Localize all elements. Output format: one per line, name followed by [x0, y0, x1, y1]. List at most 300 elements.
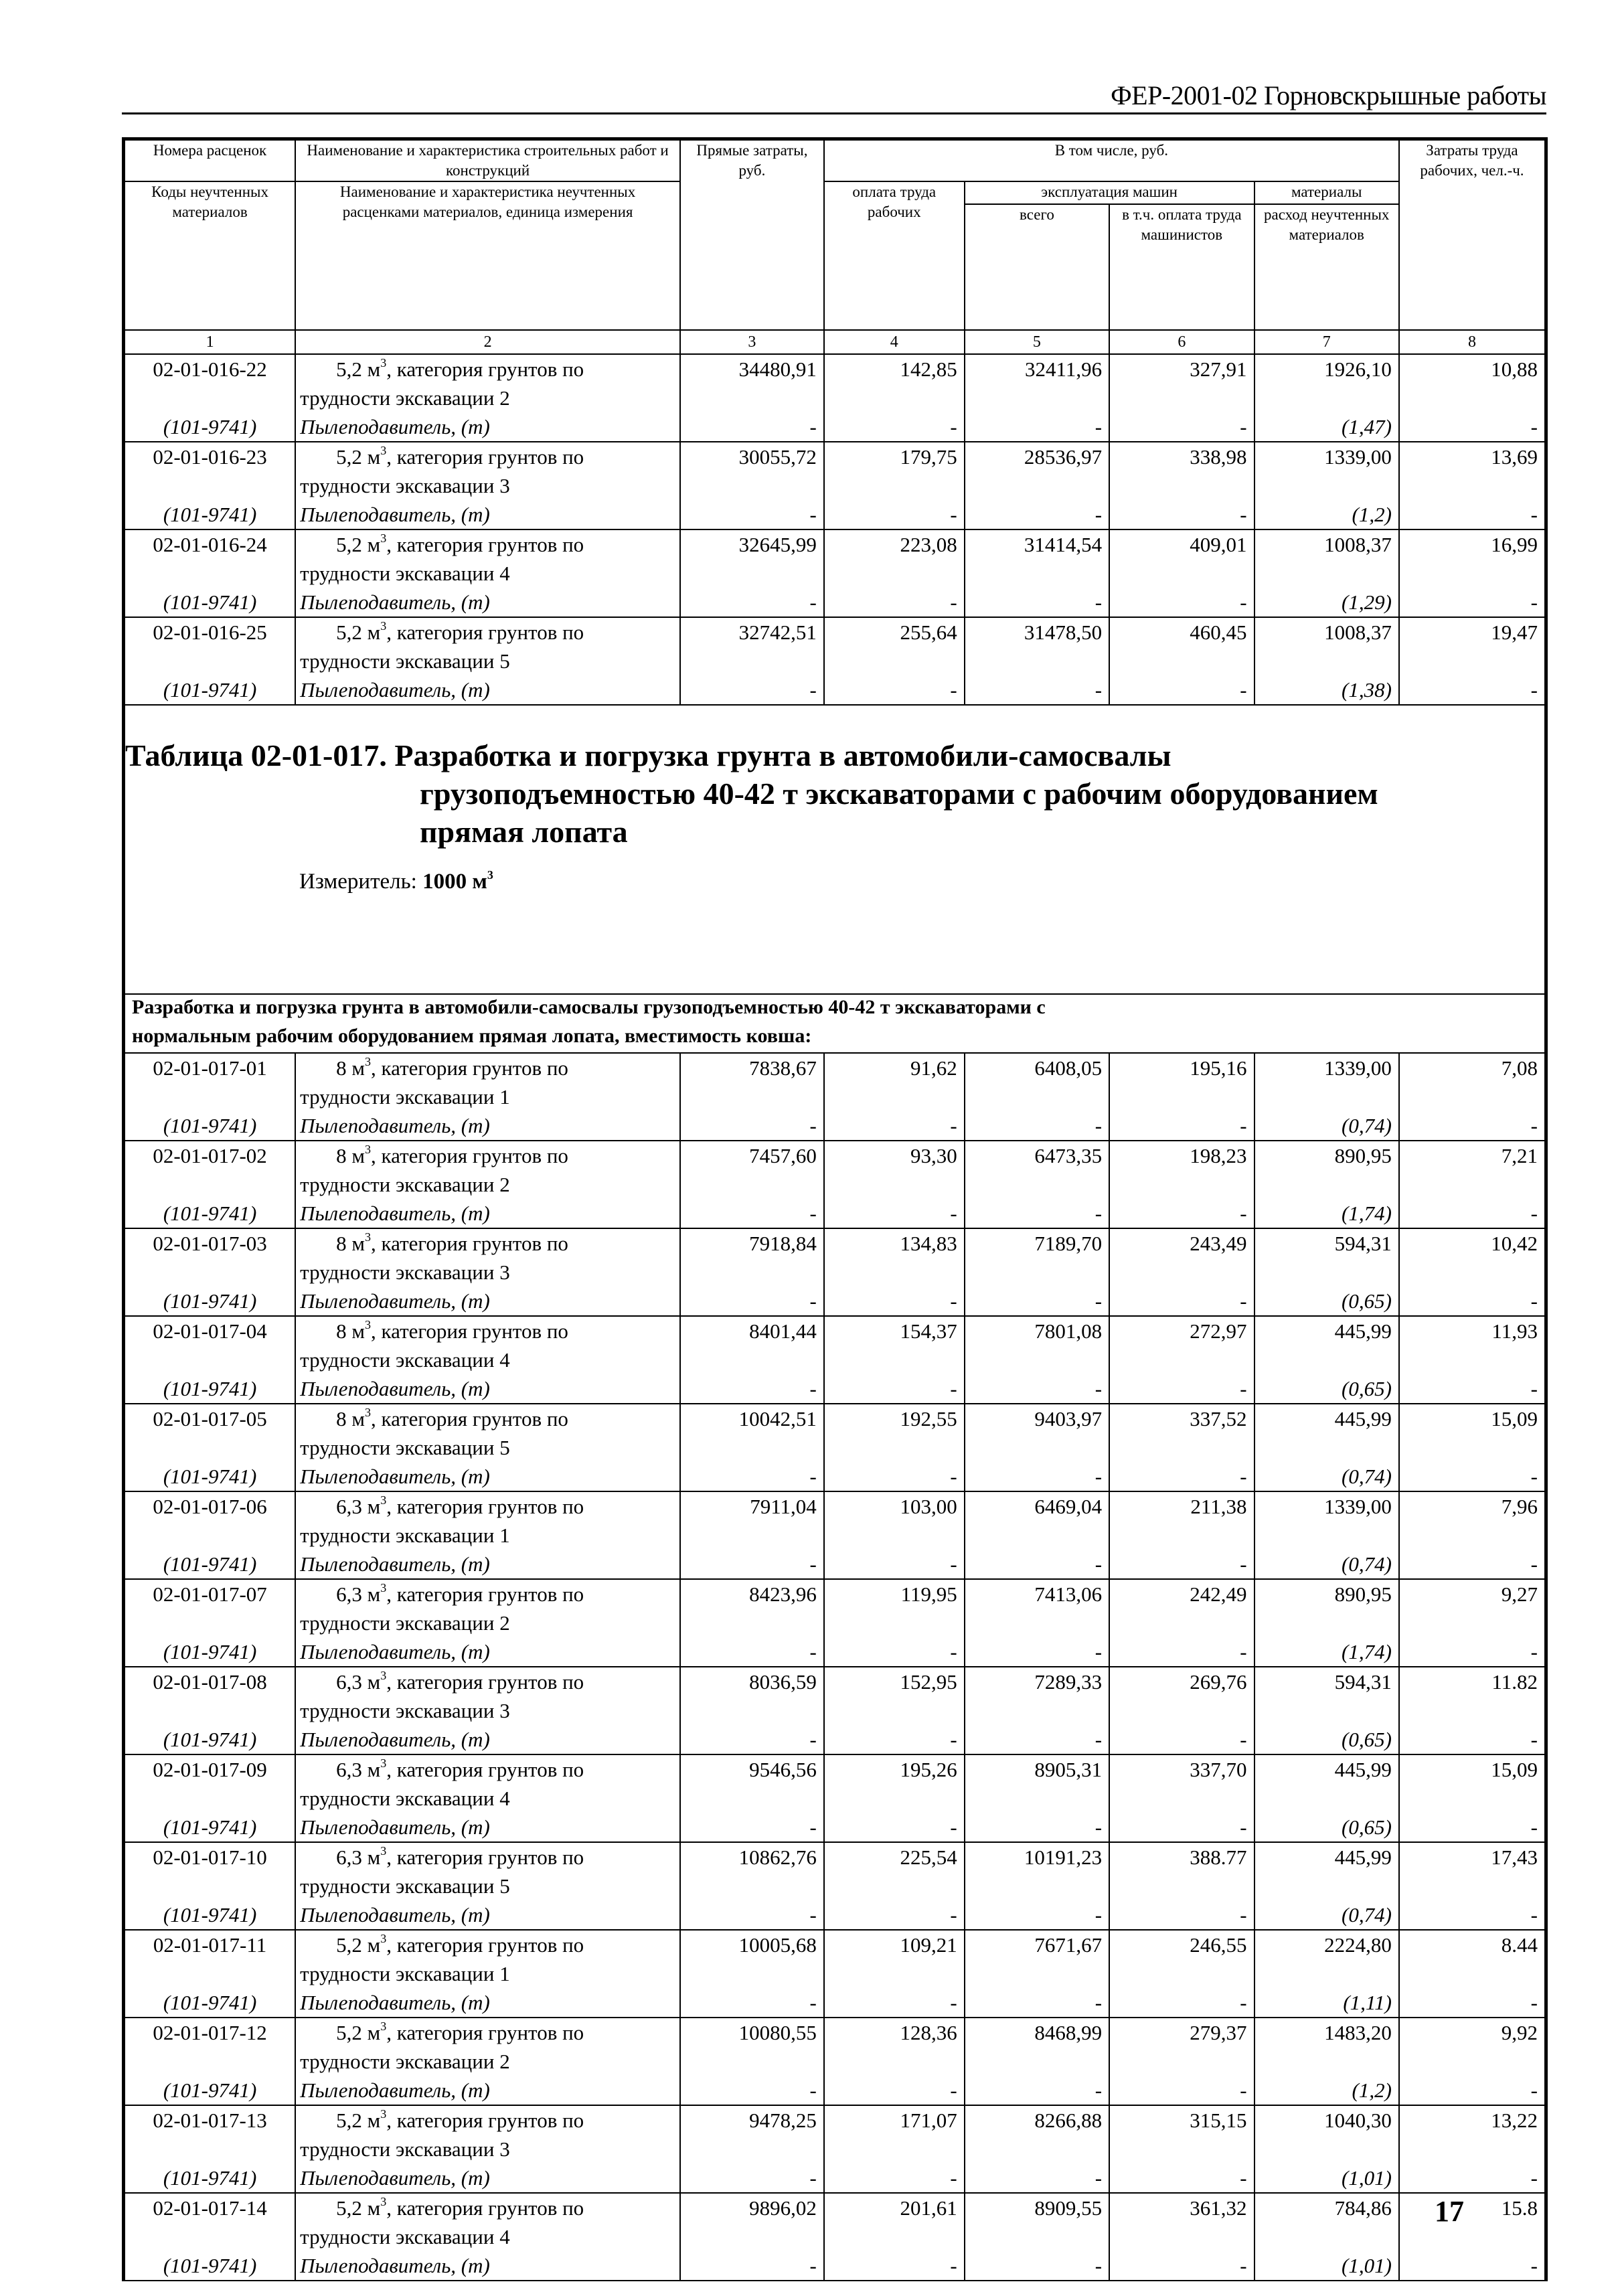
description-line-1 — [300, 1141, 677, 1170]
operator-cost-value: 211,38 — [1190, 1495, 1247, 1518]
dash: - — [809, 1815, 817, 1839]
machine-cost-value: 6469,04 — [1034, 1495, 1103, 1518]
material-name: Пылеподавитель, (т) — [300, 1903, 490, 1926]
unit-exponent: 3 — [380, 1756, 387, 1770]
material-name: Пылеподавитель, (т) — [300, 1465, 490, 1488]
spacer — [831, 1696, 957, 1725]
description-suffix: , категория грунтов по — [371, 1232, 568, 1255]
labor-hours-value: 11,93 — [1491, 1319, 1538, 1343]
rate-row — [125, 1404, 1545, 1491]
labor-cost-value: 91,62 — [910, 1056, 957, 1080]
materials-cost-cell — [1254, 1404, 1399, 1491]
spacer — [1262, 2047, 1392, 2076]
spacer — [1262, 559, 1392, 588]
space — [362, 445, 368, 469]
spacer — [687, 1784, 817, 1813]
column-number: 8 — [1399, 330, 1545, 354]
volume-unit: м — [351, 1232, 366, 1255]
description-suffix: , категория грунтов по — [386, 1582, 584, 1606]
direct-cost-value: 8401,44 — [749, 1319, 817, 1343]
spacer — [831, 1345, 957, 1374]
dash: - — [809, 678, 817, 702]
bucket-volume: 5,2 — [336, 357, 362, 381]
operator-cost-value: 327,91 — [1190, 357, 1247, 381]
spacer — [1262, 647, 1392, 675]
direct-cost-value: 32645,99 — [738, 533, 817, 556]
dash: - — [1530, 1377, 1538, 1400]
description-difficulty: трудности экскавации 3 — [300, 1260, 510, 1284]
rate-code: 02-01-017-10 — [153, 1846, 267, 1869]
rate-row — [125, 1316, 1545, 1404]
materials-cost-cell — [1254, 1930, 1399, 2018]
volume-unit: м — [367, 1670, 381, 1694]
col4-header: оплата труда рабочих — [824, 181, 965, 330]
spacer — [831, 559, 957, 588]
material-code: (101-9741) — [163, 1728, 257, 1751]
bucket-volume: 5,2 — [336, 533, 362, 556]
rate-code-cell — [125, 1842, 295, 1930]
rate-code-cell — [125, 2018, 295, 2105]
description-line-1 — [300, 2018, 677, 2047]
spacer — [687, 1521, 817, 1550]
material-code: (101-9741) — [163, 1114, 257, 1137]
dash: - — [1530, 1289, 1538, 1313]
table-number: Таблица 02-01-017. — [125, 738, 387, 772]
spacer — [1262, 471, 1392, 500]
dash: - — [950, 590, 957, 614]
dash: - — [1530, 678, 1538, 702]
rate-code: 02-01-016-25 — [153, 621, 267, 644]
materials-cost-value: 1483,20 — [1324, 2021, 1392, 2044]
column-number: 4 — [824, 330, 965, 354]
spacer — [1117, 1696, 1246, 1725]
labor-cost-cell — [824, 1930, 965, 2018]
labor-hours-value: 10,42 — [1491, 1232, 1538, 1255]
spacer — [1406, 2047, 1538, 2076]
rate-description-cell — [295, 1053, 680, 1141]
operator-cost-cell — [1109, 2193, 1254, 2281]
operator-cost-value: 243,49 — [1190, 1232, 1247, 1255]
dash: - — [1240, 1552, 1247, 1576]
dash: - — [1240, 2078, 1247, 2102]
unit-of-measure-value — [422, 870, 493, 894]
materials-cost-value: 1339,00 — [1324, 1495, 1392, 1518]
direct-cost-value: 7838,67 — [749, 1056, 817, 1080]
col8-header: Затраты труда рабочих, чел.-ч. — [1399, 140, 1545, 330]
labor-hours-cell — [1399, 1053, 1545, 1141]
dash: - — [809, 1991, 817, 2014]
machine-cost-value: 10191,23 — [1024, 1846, 1103, 1869]
operator-cost-value: 242,49 — [1190, 1582, 1247, 1606]
machine-cost-cell — [965, 1842, 1109, 1930]
materials-cost-value: 445,99 — [1334, 1407, 1392, 1430]
spacer — [1262, 1170, 1392, 1199]
dash: - — [1240, 1728, 1247, 1751]
spacer — [687, 1345, 817, 1374]
rate-description-cell — [295, 1404, 680, 1491]
spacer — [1117, 647, 1246, 675]
rate-code-cell — [125, 1491, 295, 1579]
unit-exponent: 3 — [380, 1581, 387, 1594]
rate-code-cell — [125, 1579, 295, 1667]
spacer — [831, 1521, 957, 1550]
dash: - — [1095, 1289, 1103, 1313]
dash: - — [950, 1903, 957, 1926]
rate-code: 02-01-017-04 — [153, 1319, 267, 1343]
machine-cost-cell — [965, 442, 1109, 529]
machine-cost-cell — [965, 1930, 1109, 2018]
spacer — [1117, 471, 1246, 500]
machine-cost-cell — [965, 1228, 1109, 1316]
dash: - — [1240, 415, 1247, 438]
dash: - — [809, 1728, 817, 1751]
description-difficulty: трудности экскавации 5 — [300, 649, 510, 673]
material-code: (101-9741) — [163, 1815, 257, 1839]
operator-cost-value: 279,37 — [1190, 2021, 1247, 2044]
dash: - — [809, 590, 817, 614]
materials-cost-cell — [1254, 354, 1399, 442]
labor-hours-value: 7,96 — [1501, 1495, 1538, 1518]
spacer — [128, 1609, 292, 1637]
spacer — [687, 384, 817, 412]
rate-row — [125, 1754, 1545, 1842]
spacer — [1262, 2135, 1392, 2163]
description-line-1 — [300, 1404, 677, 1433]
machine-cost-value: 7289,33 — [1034, 1670, 1103, 1694]
col1-top-header: Номера расценок — [125, 140, 295, 181]
spacer — [831, 1784, 957, 1813]
description-difficulty: трудности экскавации 3 — [300, 474, 510, 497]
spacer — [1117, 2222, 1246, 2251]
spacer — [1406, 1258, 1538, 1287]
description-line-1 — [300, 1492, 677, 1521]
direct-cost-value: 7911,04 — [750, 1495, 817, 1518]
labor-hours-cell — [1399, 2105, 1545, 2193]
rate-row — [125, 2105, 1545, 2193]
rate-code-cell — [125, 617, 295, 705]
operator-cost-value: 337,70 — [1190, 1758, 1247, 1781]
rate-description-cell — [295, 1491, 680, 1579]
direct-cost-cell — [680, 1053, 824, 1141]
description-line-1 — [300, 1667, 677, 1696]
labor-hours-cell — [1399, 1316, 1545, 1404]
machine-cost-cell — [965, 1316, 1109, 1404]
spacer — [128, 471, 292, 500]
unit-exponent: 3 — [365, 1230, 372, 1244]
volume-unit: м — [367, 533, 381, 556]
materials-cost-value: 594,31 — [1334, 1232, 1392, 1255]
description-suffix: , категория грунтов по — [386, 2021, 584, 2044]
rate-code: 02-01-017-05 — [153, 1407, 267, 1430]
rate-row — [125, 1842, 1545, 1930]
labor-hours-value: 7,08 — [1501, 1056, 1538, 1080]
spacer — [1406, 647, 1538, 675]
material-name: Пылеподавитель, (т) — [300, 590, 490, 614]
materials-cost-value: 1926,10 — [1324, 357, 1392, 381]
bucket-volume: 5,2 — [336, 2021, 362, 2044]
operator-cost-cell — [1109, 354, 1254, 442]
spacer — [831, 647, 957, 675]
operator-cost-cell — [1109, 2105, 1254, 2193]
space — [362, 2109, 368, 2132]
material-name: Пылеподавитель, (т) — [300, 2078, 490, 2102]
dash: - — [1095, 1465, 1103, 1488]
spacer — [1262, 1433, 1392, 1462]
machine-cost-value: 6473,35 — [1034, 1144, 1103, 1167]
materials-cost-cell — [1254, 1228, 1399, 1316]
machine-cost-value: 8905,31 — [1034, 1758, 1103, 1781]
spacer — [1406, 471, 1538, 500]
rate-row — [125, 529, 1545, 617]
labor-cost-cell — [824, 2018, 965, 2105]
rate-row — [125, 1053, 1545, 1141]
rate-code: 02-01-017-01 — [153, 1056, 267, 1080]
direct-cost-value: 9546,56 — [749, 1758, 817, 1781]
operator-cost-cell — [1109, 1316, 1254, 1404]
material-quantity: (1,29) — [1342, 590, 1392, 614]
description-suffix: , категория грунтов по — [386, 2109, 584, 2132]
material-quantity: (1,74) — [1342, 1202, 1392, 1225]
materials-cost-cell — [1254, 1667, 1399, 1754]
spacer — [1117, 1872, 1246, 1900]
rate-description-cell — [295, 617, 680, 705]
dash: - — [1530, 2166, 1538, 2190]
description-suffix: , категория грунтов по — [386, 1933, 584, 1957]
material-quantity: (1,01) — [1342, 2254, 1392, 2277]
dash: - — [809, 1552, 817, 1576]
labor-cost-value: 142,85 — [900, 357, 957, 381]
materials-cost-cell — [1254, 1053, 1399, 1141]
volume-unit: м — [367, 357, 381, 381]
labor-hours-cell — [1399, 1579, 1545, 1667]
rate-code-cell — [125, 2105, 295, 2193]
rate-code: 02-01-017-07 — [153, 1582, 267, 1606]
material-code: (101-9741) — [163, 2254, 257, 2277]
spacer — [972, 559, 1102, 588]
direct-cost-cell — [680, 617, 824, 705]
rate-code: 02-01-017-02 — [153, 1144, 267, 1167]
labor-cost-cell — [824, 617, 965, 705]
spacer — [972, 1521, 1102, 1550]
dash: - — [1240, 1202, 1247, 1225]
volume-unit: м — [367, 1933, 381, 1957]
spacer — [831, 2135, 957, 2163]
volume-unit: м — [367, 445, 381, 469]
column-number: 6 — [1109, 330, 1254, 354]
spacer — [972, 2222, 1102, 2251]
rate-code-cell — [125, 1228, 295, 1316]
materials-cost-value: 1008,37 — [1324, 533, 1392, 556]
spacer — [128, 2222, 292, 2251]
materials-cost-cell — [1254, 1842, 1399, 1930]
operator-cost-cell — [1109, 1491, 1254, 1579]
rate-row — [125, 1491, 1545, 1579]
direct-cost-cell — [680, 1404, 824, 1491]
labor-hours-cell — [1399, 1754, 1545, 1842]
spacer — [972, 1872, 1102, 1900]
materials-cost-value: 445,99 — [1334, 1846, 1392, 1869]
material-quantity: (0,65) — [1342, 1289, 1392, 1313]
description-difficulty: трудности экскавации 3 — [300, 1699, 510, 1722]
bucket-volume: 5,2 — [336, 621, 362, 644]
labor-cost-value: 179,75 — [900, 445, 957, 469]
material-code: (101-9741) — [163, 1903, 257, 1926]
labor-cost-value: 93,30 — [910, 1144, 957, 1167]
rate-code: 02-01-017-13 — [153, 2109, 267, 2132]
dash: - — [1530, 1640, 1538, 1663]
direct-cost-cell — [680, 354, 824, 442]
spacer — [1406, 2222, 1538, 2251]
material-quantity: (0,65) — [1342, 1377, 1392, 1400]
volume-unit: м — [367, 1495, 381, 1518]
dash: - — [950, 1114, 957, 1137]
direct-cost-value: 8423,96 — [749, 1582, 817, 1606]
unit-of-measure-number: 1000 м — [422, 870, 487, 894]
labor-cost-value: 192,55 — [900, 1407, 957, 1430]
spacer — [687, 1258, 817, 1287]
dash: - — [1095, 1991, 1103, 2014]
direct-cost-cell — [680, 1579, 824, 1667]
labor-hours-cell — [1399, 1667, 1545, 1754]
description-line-1 — [300, 1580, 677, 1609]
space — [362, 1933, 368, 1957]
spacer — [128, 1258, 292, 1287]
description-difficulty: трудности экскавации 4 — [300, 1787, 510, 1810]
unit-exponent: 3 — [380, 2195, 387, 2208]
labor-hours-cell — [1399, 617, 1545, 705]
machine-cost-cell — [965, 1579, 1109, 1667]
spacer — [1406, 1521, 1538, 1550]
spacer — [1117, 1170, 1246, 1199]
spacer — [1117, 1609, 1246, 1637]
dash: - — [1530, 2078, 1538, 2102]
rate-code-cell — [125, 1316, 295, 1404]
rate-description-cell — [295, 1842, 680, 1930]
labor-hours-cell — [1399, 354, 1545, 442]
bucket-volume: 5,2 — [336, 2109, 362, 2132]
dash: - — [1095, 2254, 1103, 2277]
materials-cost-cell — [1254, 1579, 1399, 1667]
direct-cost-cell — [680, 1667, 824, 1754]
labor-cost-cell — [824, 354, 965, 442]
rate-row — [125, 442, 1545, 529]
material-quantity: (1,2) — [1352, 503, 1392, 526]
dash: - — [950, 1202, 957, 1225]
materials-cost-value: 890,95 — [1334, 1582, 1392, 1606]
direct-cost-value: 7457,60 — [749, 1144, 817, 1167]
column-number: 1 — [125, 330, 295, 354]
unit-exponent: 3 — [380, 356, 387, 370]
dash: - — [1530, 590, 1538, 614]
space — [362, 357, 368, 381]
operator-cost-value: 338,98 — [1190, 445, 1247, 469]
operator-cost-value: 361,32 — [1190, 2196, 1247, 2220]
dash: - — [950, 1728, 957, 1751]
description-difficulty: трудности экскавации 1 — [300, 1962, 510, 1985]
direct-cost-value: 32742,51 — [738, 621, 817, 644]
dash: - — [1240, 678, 1247, 702]
spacer — [972, 1609, 1102, 1637]
operator-cost-cell — [1109, 1053, 1254, 1141]
rate-row — [125, 354, 1545, 442]
rate-description-cell — [295, 1754, 680, 1842]
materials-cost-value: 1339,00 — [1324, 445, 1392, 469]
direct-cost-cell — [680, 529, 824, 617]
rate-row — [125, 2193, 1545, 2281]
operator-cost-cell — [1109, 1404, 1254, 1491]
materials-cost-value: 784,86 — [1334, 2196, 1392, 2220]
spacer — [687, 2135, 817, 2163]
spacer — [831, 1082, 957, 1111]
rate-code: 02-01-017-12 — [153, 2021, 267, 2044]
labor-hours-value: 9,92 — [1501, 2021, 1538, 2044]
spacer — [972, 2135, 1102, 2163]
spacer — [1406, 2135, 1538, 2163]
operator-cost-value: 195,16 — [1190, 1056, 1247, 1080]
materials-cost-value: 445,99 — [1334, 1319, 1392, 1343]
dash: - — [950, 2166, 957, 2190]
description-suffix: , категория грунтов по — [386, 445, 584, 469]
operator-cost-cell — [1109, 1141, 1254, 1228]
operator-cost-cell — [1109, 1579, 1254, 1667]
materials-cost-value: 445,99 — [1334, 1758, 1392, 1781]
labor-hours-cell — [1399, 529, 1545, 617]
dash: - — [809, 2166, 817, 2190]
labor-cost-cell — [824, 2193, 965, 2281]
description-difficulty: трудности экскавации 2 — [300, 1611, 510, 1635]
spacer — [972, 1696, 1102, 1725]
description-suffix: , категория грунтов по — [371, 1407, 568, 1430]
table-title-cell — [125, 705, 1545, 994]
direct-cost-cell — [680, 1228, 824, 1316]
spacer — [1262, 1258, 1392, 1287]
operator-cost-cell — [1109, 1930, 1254, 2018]
description-suffix: , категория грунтов по — [386, 533, 584, 556]
rate-code: 02-01-016-23 — [153, 445, 267, 469]
bucket-volume: 5,2 — [336, 1933, 362, 1957]
description-line-1 — [300, 1755, 677, 1784]
rate-row — [125, 1579, 1545, 1667]
labor-cost-value: 255,64 — [900, 621, 957, 644]
header-row-1 — [125, 140, 1545, 181]
material-name: Пылеподавитель, (т) — [300, 1991, 490, 2014]
labor-cost-cell — [824, 1053, 965, 1141]
labor-cost-cell — [824, 1316, 965, 1404]
space — [362, 1495, 368, 1518]
bucket-volume: 6,3 — [336, 1582, 362, 1606]
machine-cost-value: 6408,05 — [1034, 1056, 1103, 1080]
dash: - — [950, 1815, 957, 1839]
bucket-volume: 8 — [336, 1319, 347, 1343]
labor-hours-cell — [1399, 1930, 1545, 2018]
spacer — [1406, 384, 1538, 412]
rate-code-cell — [125, 1053, 295, 1141]
spacer — [128, 559, 292, 588]
volume-unit: м — [351, 1056, 366, 1080]
materials-cost-value: 2224,80 — [1324, 1933, 1392, 1957]
dash: - — [809, 1202, 817, 1225]
spacer — [831, 1959, 957, 1988]
spacer — [687, 1433, 817, 1462]
labor-cost-cell — [824, 1842, 965, 1930]
header-row-2 — [125, 181, 1545, 204]
unit-exponent: 3 — [487, 868, 493, 882]
spacer — [1406, 1609, 1538, 1637]
spacer — [1406, 559, 1538, 588]
rate-code-cell — [125, 1141, 295, 1228]
bucket-volume: 8 — [336, 1232, 347, 1255]
dash: - — [1095, 1815, 1103, 1839]
